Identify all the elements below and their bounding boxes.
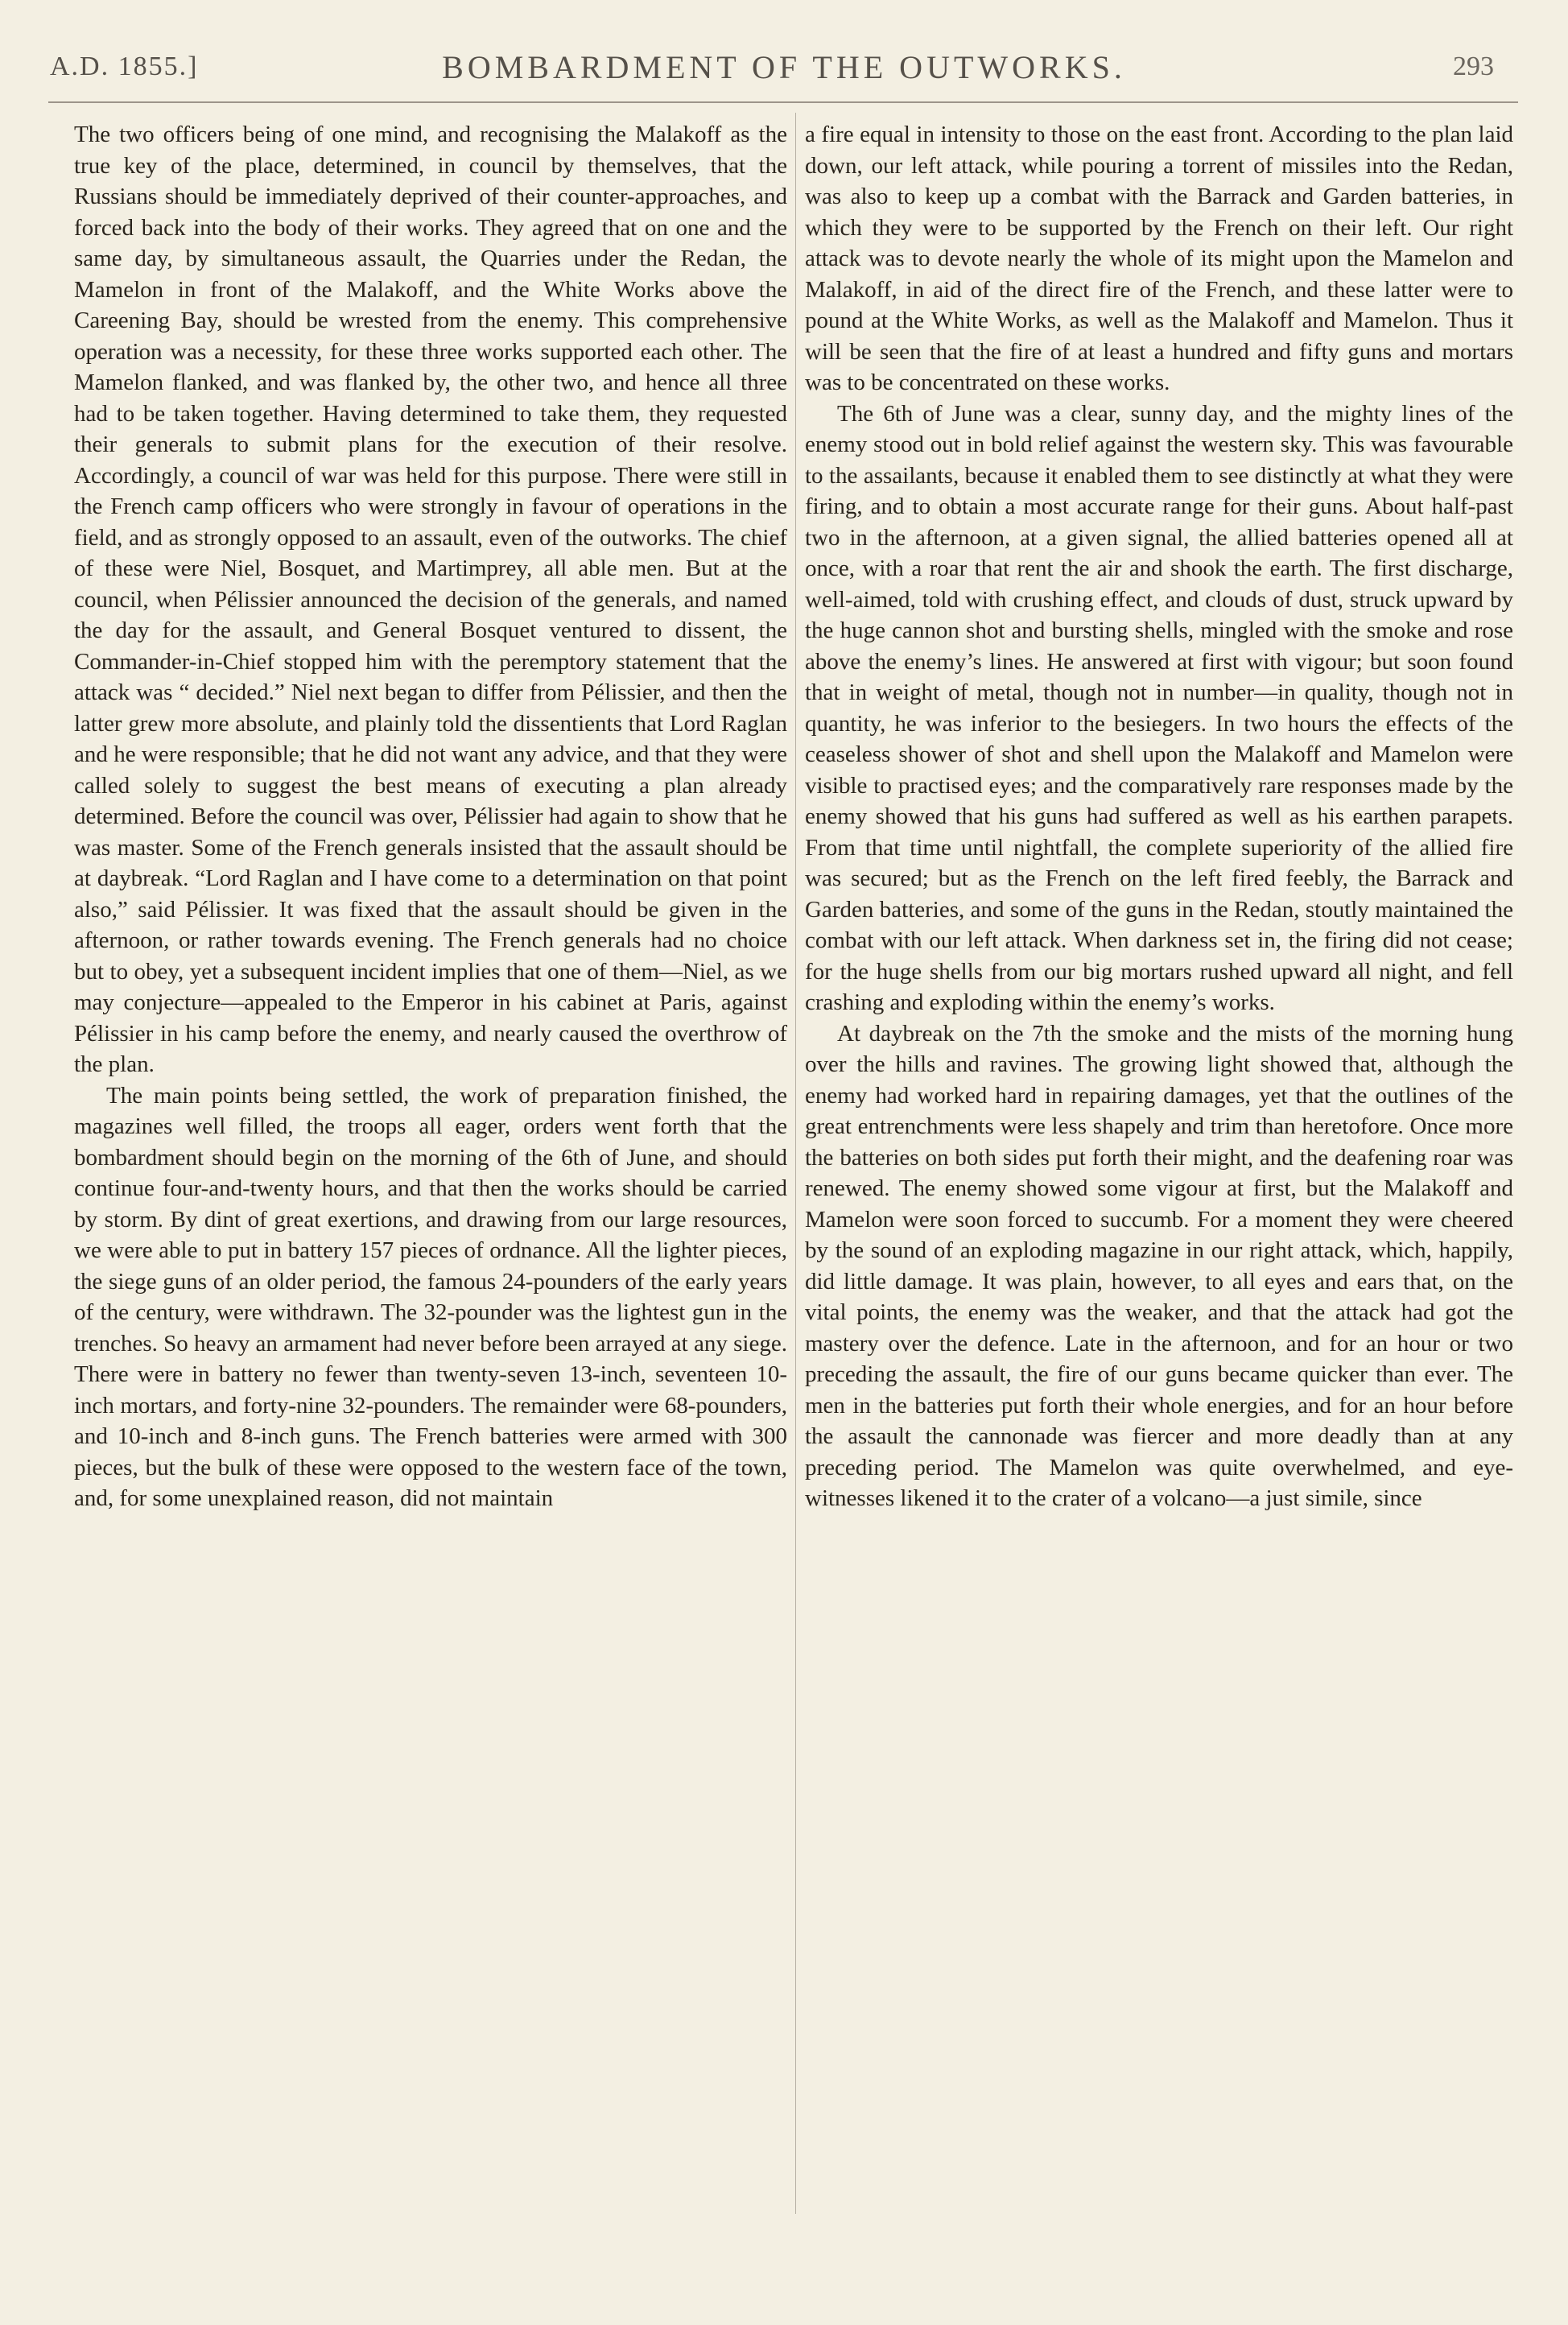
paragraph: a fire equal in intensity to those on the east front. According to the plan laid down, our left attack, while pouring a torrent of missiles into the Redan, was also to keep up a combat with the Barrack and Garden batteries, in which they were to be supported by the French on their left. Our right attack was to devote nearly the whole of its might upon the Mamelon and Malakoff, in aid of the direct fire of the French, and these latter were to pound at the White Works, as well as the Malakoff and Mamelon. Thus it will be seen that the fire of at least a hundred and fifty guns and mortars was to be concentrated on these works. (805, 122, 1513, 395)
right-column (805, 119, 1513, 1514)
header-rule (48, 101, 1518, 103)
running-date: A.D. 1855.] (50, 52, 199, 81)
paragraph: The main points being settled, the work of preparation finished, the magazines well filled, the troops all eager, orders went forth that the bombardment should begin on the morning of the 6th of June, and should continue four-and-twenty hours, and that then the works should be carried by storm. By dint of great exertions, and drawing from our large resources, we were able to put in battery 157 pieces of ordnance. All the lighter pieces, the siege guns of an older period, the famous 24-pounders of the early years of the century, were withdrawn. The 32-pounder was the lightest gun in the trenches. So heavy an armament had never before been arrayed at any siege. There were in battery no fewer than twenty-seven 13-inch, seventeen 10-inch mortars, and forty-nine 32-pounders. The remainder were 68-pounders, and 10-inch and 8-inch guns. The French batteries were armed with 300 pieces, but the bulk of these were opposed to the western face of the town, and, for some unexplained reason, did not maintain (74, 1082, 787, 1511)
left-column (74, 119, 787, 1514)
paragraph: The two officers being of one mind, and recognising the Malakoff as the true key of the place, determined, in council by themselves, that the Russians should be immediately deprived of their counter-approaches, and forced back into the body of their works. They agreed that on one and the same day, by simultaneous assault, the Quarries under the Redan, the Mamelon in front of the Malakoff, and the White Works above the Careening Bay, should be wrested from the enemy. This comprehensive operation was a necessity, for these three works supported each other. The Mamelon flanked, and was flanked by, the other two, and hence all three had to be taken together. Having determined to take them, they requested their generals to submit plans for the execution of their resolve. Accordingly, a council of war was held for this purpose. There were still in the French camp officers who were strongly in favour of operations in the field, and as strongly opposed to an assault, even of the outworks. The chief of these were Niel, Bosquet, and Martimprey, all able men. But at the council, when Pélissier announced the decision of the generals, and named the day for the assault, and General Bosquet ventured to dissent, the Commander-in-Chief stopped him with the peremptory statement that the attack was “ decided.” Niel next began to differ from Pélissier, and then the latter grew more absolute, and plainly told the dissentients that Lord Raglan and he were responsible; that he did not want any advice, and that they were called solely to suggest the best means of executing a plan already determined. Before the council was over, Pélissier had again to show that he was master. Some of the French generals insisted that the assault should be at daybreak. “Lord Raglan and I have come to a determination on that point also,” said Pélissier. It was fixed that the assault should be given in the afternoon, or rather towards evening. The French generals had no choice but to obey, yet a subsequent incident implies that one of them—Niel, as we may conjecture—appealed to the Emperor in his cabinet at Paris, against Pélissier in his camp before the enemy, and nearly caused the overthrow of the plan. (74, 122, 787, 1077)
running-title: BOMBARDMENT OF THE OUTWORKS. (442, 49, 1126, 85)
running-header (0, 42, 1568, 98)
paragraph: At daybreak on the 7th the smoke and the mists of the morning hung over the hills and ravines. The growing light showed that, although the enemy had worked hard in repairing damages, yet that the outlines of the great entrenchments were less shapely and trim than heretofore. Once more the batteries on both sides put forth their might, and the deafening roar was renewed. The enemy showed some vigour at first, but the Malakoff and Mamelon were soon forced to succumb. For a moment they were cheered by the sound of an exploding magazine in our right attack, which, happily, did little damage. It was plain, however, to all eyes and ears that, on the vital points, the enemy was the weaker, and that the attack had got the mastery over the defence. Late in the afternoon, and for an hour or two preceding the assault, the fire of our guns became quicker than ever. The men in the batteries put forth their whole energies, and for an hour before the assault the cannonade was fiercer and more deadly than at any preceding period. The Mamelon was quite overwhelmed, and eye-witnesses likened it to the crater of a volcano—a just simile, since (805, 1020, 1513, 1511)
column-divider (795, 113, 796, 2214)
paragraph: The 6th of June was a clear, sunny day, and the mighty lines of the enemy stood out in bold relief against the western sky. This was favourable to the assailants, because it enabled them to see distinctly at what they were firing, and to obtain a most accurate range for their guns. About half-past two in the afternoon, at a given signal, the allied batteries opened all at once, with a roar that rent the air and shook the earth. The first discharge, well-aimed, told with crushing effect, and clouds of dust, struck upward by the huge cannon shot and bursting shells, mingled with the smoke and rose above the enemy’s lines. He answered at first with vigour; but soon found that in weight of metal, though not in number—in quality, though not in quantity, he was inferior to the besiegers. In two hours the effects of the ceaseless shower of shot and shell upon the Malakoff and Mamelon were visible to practised eyes; and the comparatively rare responses made by the enemy showed that his guns had suffered as well as his earthen parapets. From that time until nightfall, the complete superiority of the allied fire was secured; but as the French on the left fired feebly, the Barrack and Garden batteries, and some of the guns in the Redan, stoutly maintained the combat with our left attack. When darkness set in, the firing did not cease; for the huge shells from our big mortars rushed upward all night, and fell crashing and exploding within the enemy’s works. (805, 400, 1513, 1015)
page-number: 293 (1453, 52, 1494, 81)
